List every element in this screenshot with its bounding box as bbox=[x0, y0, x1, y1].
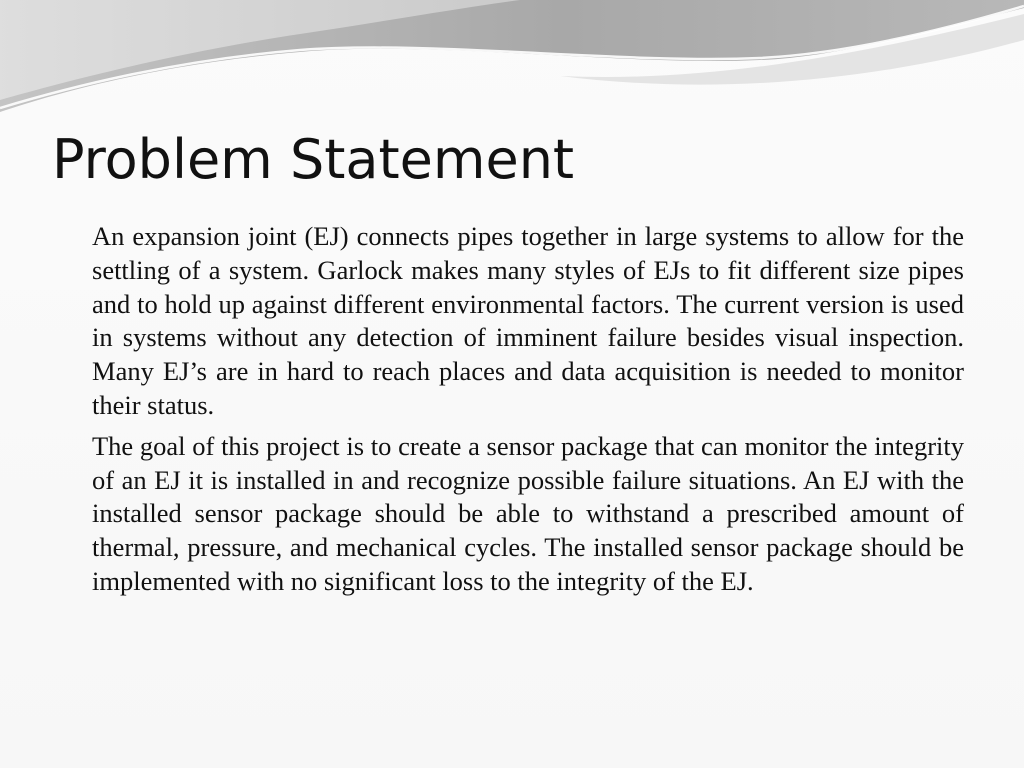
body-paragraph: An expansion joint (EJ) connects pipes together in large systems to allow for the settling of a system. Garlock makes many styles of EJs to fit different size pipes and to hold up against different environmental factors. The current version is used in systems without any detection of imminent failure besides visual inspection. Many EJ’s are in hard to reach places and data acquisition is needed to monitor their status. bbox=[92, 221, 964, 420]
body-paragraph: The goal of this project is to create a sensor package that can monitor the integrity of an EJ it is installed in and recognize possible failure situations. An EJ with the installed sensor package should be able to withstand a prescribed amount of thermal, pressure, and mechanical cycles. The installed sensor package should be implemented with no significant loss to the integrity of the EJ. bbox=[92, 430, 964, 596]
slide-title: Problem Statement bbox=[52, 128, 575, 191]
slide-body bbox=[92, 220, 964, 606]
header-swoosh-decoration bbox=[0, 0, 1024, 130]
